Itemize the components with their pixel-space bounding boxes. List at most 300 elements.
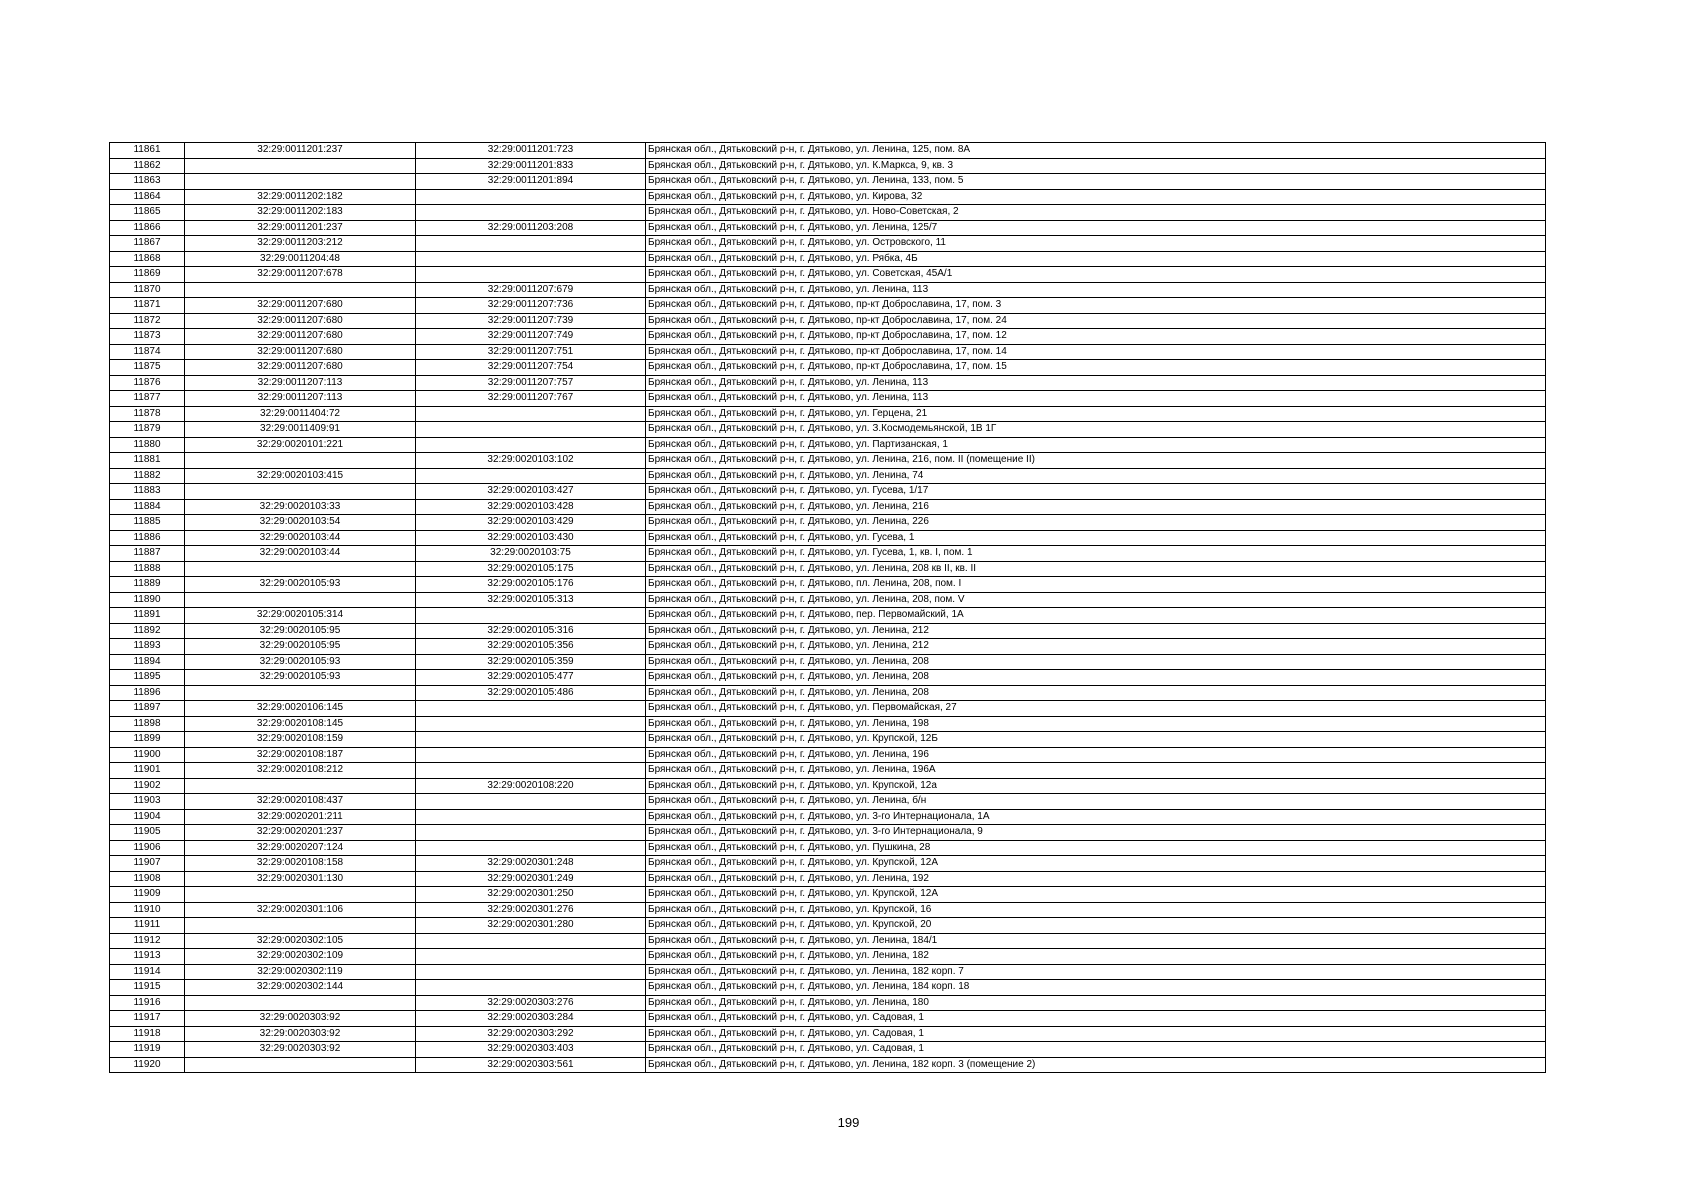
table-row [110, 515, 1546, 531]
object-number-cell [416, 840, 646, 856]
table-row [110, 809, 1546, 825]
address-cell: Брянская обл., Дятьковский р-н, г. Дятьково, пр-кт Доброславина, 17, пом. 14 [646, 344, 1546, 360]
table-row [110, 778, 1546, 794]
object-number-cell: 32:29:0011207:757 [416, 375, 646, 391]
address-cell: Брянская обл., Дятьковский р-н, г. Дятьково, ул. Ленина, 208 [646, 670, 1546, 686]
table-row [110, 205, 1546, 221]
row-number-cell: 11863 [110, 174, 185, 190]
row-number-cell: 11920 [110, 1057, 185, 1073]
parcel-number-cell [185, 778, 416, 794]
address-cell: Брянская обл., Дятьковский р-н, г. Дятьково, ул. Ленина, 184/1 [646, 933, 1546, 949]
address-cell: Брянская обл., Дятьковский р-н, г. Дятьково, ул. Гусева, 1, кв. I, пом. 1 [646, 546, 1546, 562]
table-row [110, 1057, 1546, 1073]
address-cell: Брянская обл., Дятьковский р-н, г. Дятьково, ул. Ленина, 226 [646, 515, 1546, 531]
row-number-cell: 11866 [110, 220, 185, 236]
object-number-cell: 32:29:0020301:250 [416, 887, 646, 903]
address-cell: Брянская обл., Дятьковский р-н, г. Дятьково, ул. Ленина, 212 [646, 623, 1546, 639]
object-number-cell: 32:29:0020103:428 [416, 499, 646, 515]
object-number-cell: 32:29:0020105:176 [416, 577, 646, 593]
parcel-number-cell: 32:29:0011207:680 [185, 344, 416, 360]
parcel-number-cell: 32:29:0011207:113 [185, 375, 416, 391]
row-number-cell: 11873 [110, 329, 185, 345]
object-number-cell: 32:29:0011207:767 [416, 391, 646, 407]
table-row [110, 980, 1546, 996]
object-number-cell: 32:29:0011201:723 [416, 143, 646, 159]
row-number-cell: 11881 [110, 453, 185, 469]
address-cell: Брянская обл., Дятьковский р-н, г. Дятьково, ул. Ленина, 125/7 [646, 220, 1546, 236]
table-row [110, 639, 1546, 655]
table-row [110, 1042, 1546, 1058]
table-row [110, 918, 1546, 934]
table-row [110, 840, 1546, 856]
table-row [110, 422, 1546, 438]
parcel-number-cell: 32:29:0020303:92 [185, 1026, 416, 1042]
parcel-number-cell: 32:29:0020108:159 [185, 732, 416, 748]
address-cell: Брянская обл., Дятьковский р-н, г. Дятьково, ул. Ленина, 212 [646, 639, 1546, 655]
registry-table [109, 142, 1546, 1073]
row-number-cell: 11871 [110, 298, 185, 314]
object-number-cell: 32:29:0011201:894 [416, 174, 646, 190]
parcel-number-cell [185, 1057, 416, 1073]
address-cell: Брянская обл., Дятьковский р-н, г. Дятьково, пр-кт Доброславина, 17, пом. 24 [646, 313, 1546, 329]
table-row [110, 747, 1546, 763]
address-cell: Брянская обл., Дятьковский р-н, г. Дятьково, ул. Ленина, 198 [646, 716, 1546, 732]
address-cell: Брянская обл., Дятьковский р-н, г. Дятьково, пл. Ленина, 208, пом. I [646, 577, 1546, 593]
row-number-cell: 11919 [110, 1042, 185, 1058]
parcel-number-cell: 32:29:0011207:680 [185, 298, 416, 314]
table-row [110, 174, 1546, 190]
row-number-cell: 11885 [110, 515, 185, 531]
table-row [110, 546, 1546, 562]
object-number-cell: 32:29:0020105:486 [416, 685, 646, 701]
object-number-cell: 32:29:0020301:248 [416, 856, 646, 872]
object-number-cell [416, 701, 646, 717]
object-number-cell: 32:29:0020301:249 [416, 871, 646, 887]
table-row [110, 608, 1546, 624]
table-row [110, 143, 1546, 159]
object-number-cell: 32:29:0020301:276 [416, 902, 646, 918]
address-cell: Брянская обл., Дятьковский р-н, г. Дятьково, ул. Крупской, 12А [646, 856, 1546, 872]
row-number-cell: 11912 [110, 933, 185, 949]
parcel-number-cell: 32:29:0020103:44 [185, 546, 416, 562]
parcel-number-cell: 32:29:0020301:130 [185, 871, 416, 887]
row-number-cell: 11874 [110, 344, 185, 360]
table-row [110, 391, 1546, 407]
address-cell: Брянская обл., Дятьковский р-н, г. Дятьково, ул. Советская, 45А/1 [646, 267, 1546, 283]
address-cell: Брянская обл., Дятьковский р-н, г. Дятьково, ул. Гусева, 1 [646, 530, 1546, 546]
parcel-number-cell: 32:29:0020103:415 [185, 468, 416, 484]
object-number-cell: 32:29:0020301:280 [416, 918, 646, 934]
row-number-cell: 11888 [110, 561, 185, 577]
parcel-number-cell: 32:29:0020106:145 [185, 701, 416, 717]
row-number-cell: 11880 [110, 437, 185, 453]
registry-table-body [110, 143, 1546, 1073]
object-number-cell [416, 608, 646, 624]
parcel-number-cell: 32:29:0020105:93 [185, 670, 416, 686]
table-row [110, 933, 1546, 949]
parcel-number-cell: 32:29:0020201:211 [185, 809, 416, 825]
object-number-cell: 32:29:0011201:833 [416, 158, 646, 174]
address-cell: Брянская обл., Дятьковский р-н, г. Дятьково, ул. Ленина, 208 [646, 654, 1546, 670]
address-cell: Брянская обл., Дятьковский р-н, г. Дятьково, ул. Ленина, 208 [646, 685, 1546, 701]
object-number-cell [416, 809, 646, 825]
parcel-number-cell: 32:29:0020103:33 [185, 499, 416, 515]
address-cell: Брянская обл., Дятьковский р-н, г. Дятьково, пер. Первомайский, 1А [646, 608, 1546, 624]
object-number-cell: 32:29:0020105:359 [416, 654, 646, 670]
address-cell: Брянская обл., Дятьковский р-н, г. Дятьково, ул. Крупской, 12А [646, 887, 1546, 903]
parcel-number-cell [185, 282, 416, 298]
address-cell: Брянская обл., Дятьковский р-н, г. Дятьково, пр-кт Доброславина, 17, пом. 3 [646, 298, 1546, 314]
parcel-number-cell [185, 453, 416, 469]
address-cell: Брянская обл., Дятьковский р-н, г. Дятьково, ул. Садовая, 1 [646, 1011, 1546, 1027]
table-row [110, 313, 1546, 329]
parcel-number-cell: 32:29:0011207:113 [185, 391, 416, 407]
address-cell: Брянская обл., Дятьковский р-н, г. Дятьково, ул. Ленина, 182 корп. 7 [646, 964, 1546, 980]
object-number-cell [416, 933, 646, 949]
table-row [110, 468, 1546, 484]
table-row [110, 856, 1546, 872]
table-row [110, 484, 1546, 500]
parcel-number-cell: 32:29:0011207:680 [185, 313, 416, 329]
row-number-cell: 11917 [110, 1011, 185, 1027]
object-number-cell: 32:29:0020303:292 [416, 1026, 646, 1042]
table-row [110, 453, 1546, 469]
address-cell: Брянская обл., Дятьковский р-н, г. Дятьково, ул. 3-го Интернационала, 9 [646, 825, 1546, 841]
parcel-number-cell: 32:29:0011202:183 [185, 205, 416, 221]
parcel-number-cell: 32:29:0020302:119 [185, 964, 416, 980]
row-number-cell: 11890 [110, 592, 185, 608]
address-cell: Брянская обл., Дятьковский р-н, г. Дятьково, ул. З.Космодемьянской, 1В 1Г [646, 422, 1546, 438]
row-number-cell: 11868 [110, 251, 185, 267]
object-number-cell [416, 949, 646, 965]
parcel-number-cell: 32:29:0020207:124 [185, 840, 416, 856]
row-number-cell: 11865 [110, 205, 185, 221]
parcel-number-cell: 32:29:0020108:437 [185, 794, 416, 810]
address-cell: Брянская обл., Дятьковский р-н, г. Дятьково, ул. Ленина, 180 [646, 995, 1546, 1011]
parcel-number-cell: 32:29:0020101:221 [185, 437, 416, 453]
parcel-number-cell: 32:29:0011204:48 [185, 251, 416, 267]
object-number-cell: 32:29:0011207:679 [416, 282, 646, 298]
parcel-number-cell [185, 484, 416, 500]
table-row [110, 670, 1546, 686]
address-cell: Брянская обл., Дятьковский р-н, г. Дятьково, ул. Герцена, 21 [646, 406, 1546, 422]
object-number-cell: 32:29:0020105:316 [416, 623, 646, 639]
table-row [110, 763, 1546, 779]
address-cell: Брянская обл., Дятьковский р-н, г. Дятьково, ул. Кирова, 32 [646, 189, 1546, 205]
parcel-number-cell: 32:29:0020108:145 [185, 716, 416, 732]
parcel-number-cell: 32:29:0020108:212 [185, 763, 416, 779]
object-number-cell: 32:29:0020103:427 [416, 484, 646, 500]
row-number-cell: 11904 [110, 809, 185, 825]
object-number-cell: 32:29:0011207:736 [416, 298, 646, 314]
address-cell: Брянская обл., Дятьковский р-н, г. Дятьково, ул. Садовая, 1 [646, 1026, 1546, 1042]
object-number-cell: 32:29:0020105:356 [416, 639, 646, 655]
row-number-cell: 11903 [110, 794, 185, 810]
row-number-cell: 11861 [110, 143, 185, 159]
row-number-cell: 11905 [110, 825, 185, 841]
parcel-number-cell: 32:29:0011404:72 [185, 406, 416, 422]
address-cell: Брянская обл., Дятьковский р-н, г. Дятьково, ул. Крупской, 12а [646, 778, 1546, 794]
object-number-cell: 32:29:0011207:751 [416, 344, 646, 360]
table-row [110, 949, 1546, 965]
object-number-cell: 32:29:0020303:403 [416, 1042, 646, 1058]
object-number-cell: 32:29:0020103:429 [416, 515, 646, 531]
table-row [110, 654, 1546, 670]
table-row [110, 1026, 1546, 1042]
table-row [110, 437, 1546, 453]
row-number-cell: 11908 [110, 871, 185, 887]
row-number-cell: 11872 [110, 313, 185, 329]
address-cell: Брянская обл., Дятьковский р-н, г. Дятьково, ул. Ленина, 192 [646, 871, 1546, 887]
table-row [110, 375, 1546, 391]
row-number-cell: 11900 [110, 747, 185, 763]
page-number: 199 [837, 1115, 860, 1130]
object-number-cell: 32:29:0011207:739 [416, 313, 646, 329]
address-cell: Брянская обл., Дятьковский р-н, г. Дятьково, ул. Ленина, 184 корп. 18 [646, 980, 1546, 996]
address-cell: Брянская обл., Дятьковский р-н, г. Дятьково, ул. Ленина, 196А [646, 763, 1546, 779]
parcel-number-cell: 32:29:0020108:187 [185, 747, 416, 763]
address-cell: Брянская обл., Дятьковский р-н, г. Дятьково, ул. Ново-Советская, 2 [646, 205, 1546, 221]
address-cell: Брянская обл., Дятьковский р-н, г. Дятьково, ул. Ленина, 196 [646, 747, 1546, 763]
parcel-number-cell [185, 561, 416, 577]
table-row [110, 360, 1546, 376]
object-number-cell [416, 236, 646, 252]
parcel-number-cell: 32:29:0011207:680 [185, 329, 416, 345]
parcel-number-cell [185, 685, 416, 701]
row-number-cell: 11867 [110, 236, 185, 252]
address-cell: Брянская обл., Дятьковский р-н, г. Дятьково, ул. Крупской, 20 [646, 918, 1546, 934]
parcel-number-cell: 32:29:0020302:105 [185, 933, 416, 949]
address-cell: Брянская обл., Дятьковский р-н, г. Дятьково, ул. 3-го Интернационала, 1А [646, 809, 1546, 825]
address-cell: Брянская обл., Дятьковский р-н, г. Дятьково, ул. Ленина, 182 корп. 3 (помещение 2) [646, 1057, 1546, 1073]
object-number-cell: 32:29:0020303:561 [416, 1057, 646, 1073]
address-cell: Брянская обл., Дятьковский р-н, г. Дятьково, ул. Ленина, 216 [646, 499, 1546, 515]
parcel-number-cell [185, 592, 416, 608]
row-number-cell: 11864 [110, 189, 185, 205]
row-number-cell: 11878 [110, 406, 185, 422]
parcel-number-cell: 32:29:0020201:237 [185, 825, 416, 841]
parcel-number-cell [185, 158, 416, 174]
row-number-cell: 11870 [110, 282, 185, 298]
parcel-number-cell: 32:29:0011409:91 [185, 422, 416, 438]
row-number-cell: 11914 [110, 964, 185, 980]
row-number-cell: 11910 [110, 902, 185, 918]
table-row [110, 561, 1546, 577]
row-number-cell: 11891 [110, 608, 185, 624]
object-number-cell: 32:29:0020103:75 [416, 546, 646, 562]
address-cell: Брянская обл., Дятьковский р-н, г. Дятьково, ул. Ленина, 208, пом. V [646, 592, 1546, 608]
parcel-number-cell: 32:29:0020103:54 [185, 515, 416, 531]
table-row [110, 701, 1546, 717]
object-number-cell [416, 437, 646, 453]
table-row [110, 282, 1546, 298]
table-row [110, 964, 1546, 980]
object-number-cell [416, 763, 646, 779]
table-row [110, 592, 1546, 608]
object-number-cell: 32:29:0020105:175 [416, 561, 646, 577]
object-number-cell [416, 189, 646, 205]
address-cell: Брянская обл., Дятьковский р-н, г. Дятьково, ул. Ленина, 113 [646, 375, 1546, 391]
address-cell: Брянская обл., Дятьковский р-н, г. Дятьково, ул. К.Маркса, 9, кв. 3 [646, 158, 1546, 174]
row-number-cell: 11877 [110, 391, 185, 407]
row-number-cell: 11875 [110, 360, 185, 376]
parcel-number-cell: 32:29:0011201:237 [185, 220, 416, 236]
row-number-cell: 11916 [110, 995, 185, 1011]
object-number-cell [416, 747, 646, 763]
table-row [110, 220, 1546, 236]
row-number-cell: 11882 [110, 468, 185, 484]
row-number-cell: 11887 [110, 546, 185, 562]
object-number-cell [416, 205, 646, 221]
table-row [110, 716, 1546, 732]
table-row [110, 298, 1546, 314]
parcel-number-cell: 32:29:0020108:158 [185, 856, 416, 872]
address-cell: Брянская обл., Дятьковский р-н, г. Дятьково, пр-кт Доброславина, 17, пом. 15 [646, 360, 1546, 376]
table-row [110, 794, 1546, 810]
address-cell: Брянская обл., Дятьковский р-н, г. Дятьково, ул. Ленина, 208 кв II, кв. II [646, 561, 1546, 577]
table-row [110, 902, 1546, 918]
table-row [110, 329, 1546, 345]
row-number-cell: 11876 [110, 375, 185, 391]
object-number-cell: 32:29:0020108:220 [416, 778, 646, 794]
row-number-cell: 11896 [110, 685, 185, 701]
parcel-number-cell: 32:29:0020103:44 [185, 530, 416, 546]
row-number-cell: 11889 [110, 577, 185, 593]
parcel-number-cell: 32:29:0020105:95 [185, 639, 416, 655]
row-number-cell: 11918 [110, 1026, 185, 1042]
object-number-cell [416, 468, 646, 484]
object-number-cell: 32:29:0020105:477 [416, 670, 646, 686]
table-row [110, 995, 1546, 1011]
parcel-number-cell: 32:29:0020302:144 [185, 980, 416, 996]
table-row [110, 267, 1546, 283]
row-number-cell: 11883 [110, 484, 185, 500]
object-number-cell: 32:29:0020103:102 [416, 453, 646, 469]
parcel-number-cell: 32:29:0011207:678 [185, 267, 416, 283]
row-number-cell: 11884 [110, 499, 185, 515]
table-row [110, 406, 1546, 422]
object-number-cell [416, 406, 646, 422]
row-number-cell: 11897 [110, 701, 185, 717]
object-number-cell: 32:29:0011207:749 [416, 329, 646, 345]
table-row [110, 732, 1546, 748]
row-number-cell: 11913 [110, 949, 185, 965]
address-cell: Брянская обл., Дятьковский р-н, г. Дятьково, ул. Ленина, 113 [646, 391, 1546, 407]
address-cell: Брянская обл., Дятьковский р-н, г. Дятьково, ул. Ленина, 216, пом. II (помещение II) [646, 453, 1546, 469]
address-cell: Брянская обл., Дятьковский р-н, г. Дятьково, ул. Ленина, 74 [646, 468, 1546, 484]
row-number-cell: 11869 [110, 267, 185, 283]
address-cell: Брянская обл., Дятьковский р-н, г. Дятьково, ул. Островского, 11 [646, 236, 1546, 252]
object-number-cell [416, 794, 646, 810]
object-number-cell: 32:29:0020103:430 [416, 530, 646, 546]
row-number-cell: 11893 [110, 639, 185, 655]
object-number-cell: 32:29:0020303:276 [416, 995, 646, 1011]
object-number-cell [416, 964, 646, 980]
row-number-cell: 11894 [110, 654, 185, 670]
table-row [110, 1011, 1546, 1027]
address-cell: Брянская обл., Дятьковский р-н, г. Дятьково, пр-кт Доброславина, 17, пом. 12 [646, 329, 1546, 345]
parcel-number-cell [185, 918, 416, 934]
object-number-cell: 32:29:0011207:754 [416, 360, 646, 376]
table-row [110, 189, 1546, 205]
table-row [110, 499, 1546, 515]
parcel-number-cell: 32:29:0020105:93 [185, 654, 416, 670]
address-cell: Брянская обл., Дятьковский р-н, г. Дятьково, ул. Ленина, 182 [646, 949, 1546, 965]
address-cell: Брянская обл., Дятьковский р-н, г. Дятьково, ул. Партизанская, 1 [646, 437, 1546, 453]
table-row [110, 887, 1546, 903]
row-number-cell: 11862 [110, 158, 185, 174]
address-cell: Брянская обл., Дятьковский р-н, г. Дятьково, ул. Крупской, 16 [646, 902, 1546, 918]
parcel-number-cell [185, 174, 416, 190]
object-number-cell [416, 716, 646, 732]
table-row [110, 251, 1546, 267]
address-cell: Брянская обл., Дятьковский р-н, г. Дятьково, ул. Рябка, 4Б [646, 251, 1546, 267]
table-row [110, 685, 1546, 701]
parcel-number-cell [185, 995, 416, 1011]
table-row [110, 577, 1546, 593]
row-number-cell: 11901 [110, 763, 185, 779]
address-cell: Брянская обл., Дятьковский р-н, г. Дятьково, ул. Гусева, 1/17 [646, 484, 1546, 500]
row-number-cell: 11892 [110, 623, 185, 639]
object-number-cell [416, 980, 646, 996]
row-number-cell: 11902 [110, 778, 185, 794]
table-row [110, 825, 1546, 841]
object-number-cell [416, 825, 646, 841]
parcel-number-cell: 32:29:0011202:182 [185, 189, 416, 205]
row-number-cell: 11898 [110, 716, 185, 732]
parcel-number-cell: 32:29:0011207:680 [185, 360, 416, 376]
address-cell: Брянская обл., Дятьковский р-н, г. Дятьково, ул. Первомайская, 27 [646, 701, 1546, 717]
table-row [110, 158, 1546, 174]
table-row [110, 344, 1546, 360]
row-number-cell: 11915 [110, 980, 185, 996]
address-cell: Брянская обл., Дятьковский р-н, г. Дятьково, ул. Ленина, 125, пом. 8А [646, 143, 1546, 159]
parcel-number-cell: 32:29:0011203:212 [185, 236, 416, 252]
object-number-cell [416, 251, 646, 267]
table-row [110, 871, 1546, 887]
table-row [110, 236, 1546, 252]
parcel-number-cell: 32:29:0020105:314 [185, 608, 416, 624]
parcel-number-cell: 32:29:0020303:92 [185, 1042, 416, 1058]
row-number-cell: 11895 [110, 670, 185, 686]
row-number-cell: 11899 [110, 732, 185, 748]
address-cell: Брянская обл., Дятьковский р-н, г. Дятьково, ул. Ленина, б/н [646, 794, 1546, 810]
row-number-cell: 11906 [110, 840, 185, 856]
address-cell: Брянская обл., Дятьковский р-н, г. Дятьково, ул. Ленина, 113 [646, 282, 1546, 298]
object-number-cell [416, 732, 646, 748]
row-number-cell: 11879 [110, 422, 185, 438]
parcel-number-cell: 32:29:0020105:95 [185, 623, 416, 639]
row-number-cell: 11911 [110, 918, 185, 934]
address-cell: Брянская обл., Дятьковский р-н, г. Дятьково, ул. Пушкина, 28 [646, 840, 1546, 856]
parcel-number-cell: 32:29:0011201:237 [185, 143, 416, 159]
row-number-cell: 11886 [110, 530, 185, 546]
parcel-number-cell: 32:29:0020105:93 [185, 577, 416, 593]
parcel-number-cell [185, 887, 416, 903]
object-number-cell [416, 267, 646, 283]
object-number-cell: 32:29:0020105:313 [416, 592, 646, 608]
row-number-cell: 11907 [110, 856, 185, 872]
address-cell: Брянская обл., Дятьковский р-н, г. Дятьково, ул. Ленина, 133, пом. 5 [646, 174, 1546, 190]
object-number-cell [416, 422, 646, 438]
parcel-number-cell: 32:29:0020302:109 [185, 949, 416, 965]
row-number-cell: 11909 [110, 887, 185, 903]
object-number-cell: 32:29:0011203:208 [416, 220, 646, 236]
parcel-number-cell: 32:29:0020301:106 [185, 902, 416, 918]
table-row [110, 623, 1546, 639]
table-row [110, 530, 1546, 546]
address-cell: Брянская обл., Дятьковский р-н, г. Дятьково, ул. Крупской, 12Б [646, 732, 1546, 748]
